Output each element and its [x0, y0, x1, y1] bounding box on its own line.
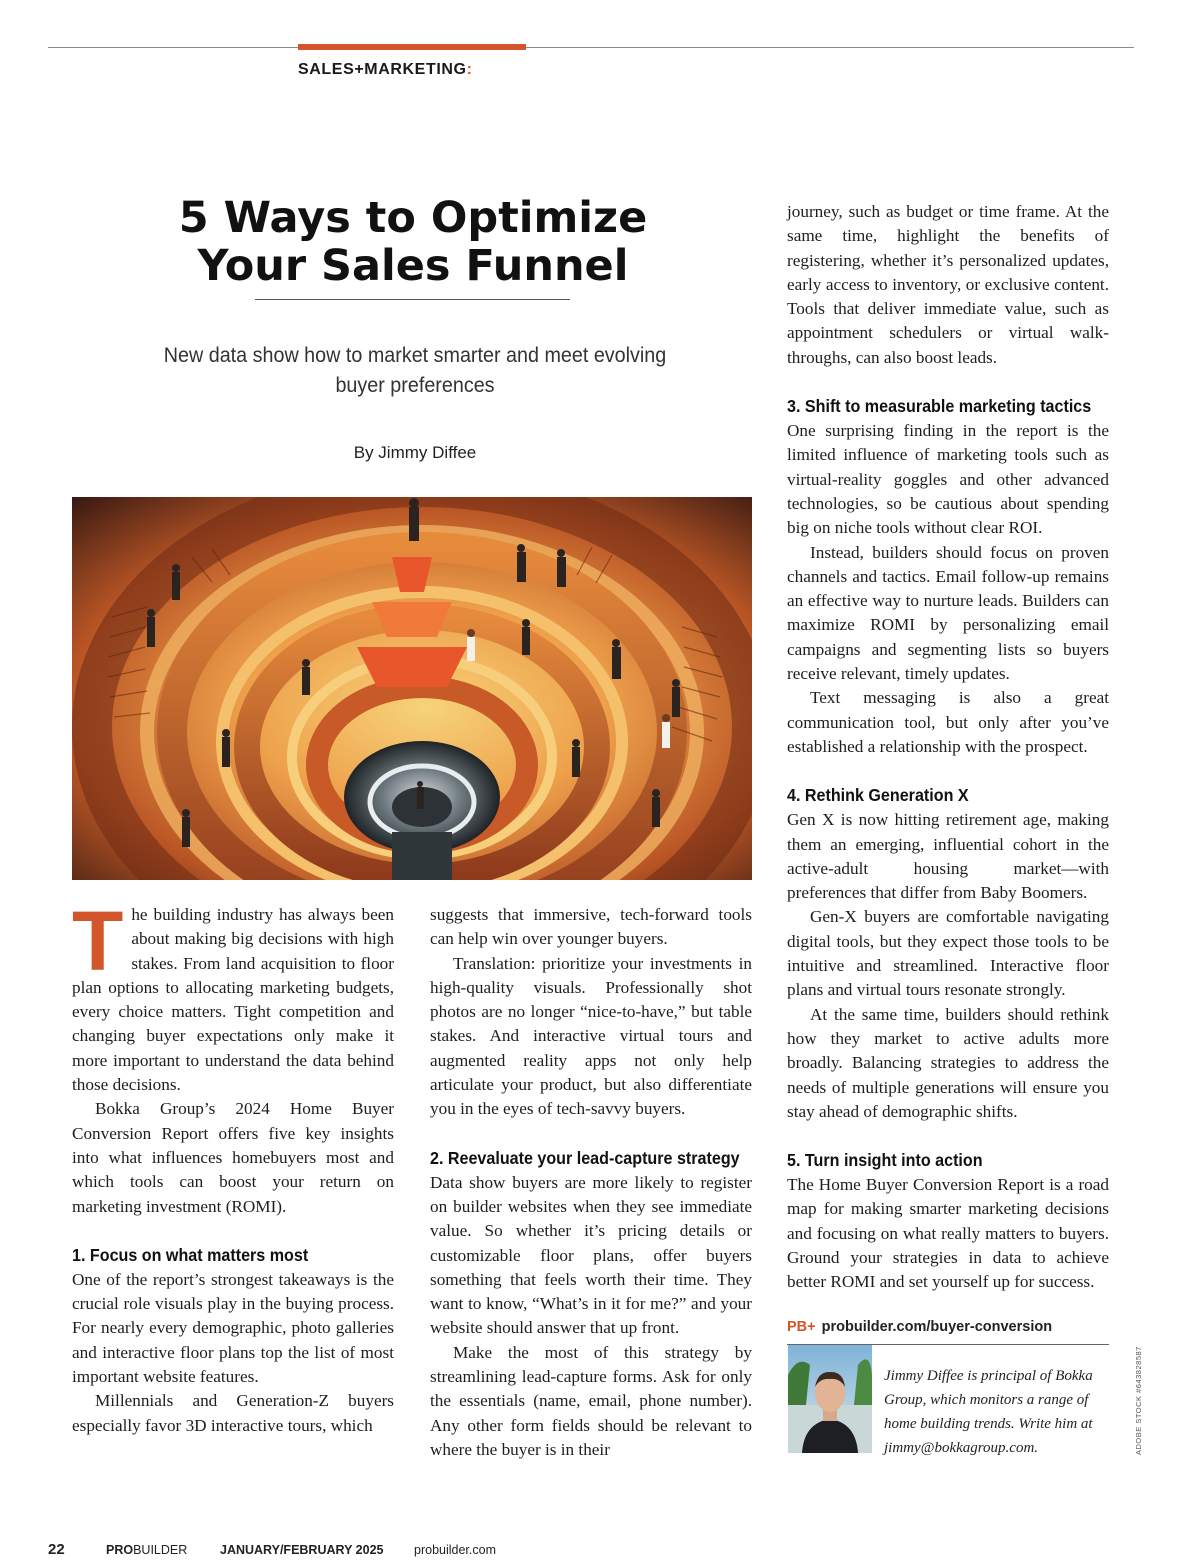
section-4-paragraph-2: Gen-X buyers are comfortable navigating digital tools, but they expect those tools to be intuitive and streamlined. Interactive floor plans and virtual tours resonate strongly.: [787, 907, 1109, 1000]
section-3-heading: 3. Shift to measurable marketing tactics: [787, 396, 1092, 417]
author-bio: Jimmy Diffee is principal of Bokka Group, which monitors a range of home building trends. Write him at jimmy@bokkagroup.com.: [884, 1368, 1093, 1456]
title-rule: [255, 299, 570, 300]
article-deck: New data show how to market smarter and meet evolving buyer preferences: [163, 344, 667, 397]
section-4-heading: 4. Rethink Generation X: [787, 785, 969, 806]
section-1-paragraph-2a: Millennials and Generation-Z buyers especially favor 3D interactive tours, which: [72, 1391, 394, 1435]
section-2-paragraph-1: Data show buyers are more likely to register on builder websites when they see immediate value. So whether it’s pricing details or customizable floor plans, offer buyers something that feels worth their time. They want to know, “What’s in it for me?” and your website should answer that up front.: [430, 1172, 752, 1338]
section-4-paragraph-1: Gen X is now hitting retirement age, making them an emerging, influential cohort in the active-adult housing market—with preferences that differ from Baby Boomers.: [787, 810, 1109, 903]
page-number: 22: [48, 1541, 65, 1558]
section-1-paragraph-3: Translation: prioritize your investments in high-quality visuals. Professionally shot photos are no longer “nice-to-have,” but table stakes. And interactive virtual tours and augmented reality apps not only help articulate your product, but also differentiate you in the eyes of tech-savvy buyers.: [430, 953, 752, 1119]
section-3-paragraph-3: Text messaging is also a great communication tool, but only after you’ve established a relationship with the prospect.: [787, 688, 1109, 756]
funnel-staircase-illustration-icon: [72, 497, 752, 880]
intro-paragraph-1: The building industry has always been about making big decisions with high stakes. From land acquisition to floor plan options to allocating marketing budgets, every choice matters. Tight competition and changing buyer expectations only make it more important to understand the data behind those decisions.: [72, 894, 394, 1095]
hero-illustration: [72, 497, 752, 880]
footer-website[interactable]: probuilder.com: [414, 1543, 496, 1557]
column-1: [72, 894, 394, 1438]
drop-cap: T: [72, 894, 124, 988]
pb-plus-url[interactable]: probuilder.com/buyer-conversion: [821, 1319, 1053, 1335]
section-1-paragraph-1: One of the report’s strongest takeaways is the crucial role visuals play in the buying process. For nearly every demographic, photo galleries and interactive floor plans top the list of most important website features.: [72, 1269, 394, 1387]
section-2-paragraph-2a: Make the most of this strategy by streamlining lead-capture forms. Ask for only the essentials (name, email, phone number). Any other form fields should be relevant to where the buyer is in their: [430, 1342, 752, 1459]
author-photo: [788, 1345, 872, 1453]
article-title-line2: Your Sales Funnel: [197, 241, 629, 291]
section-5-paragraph-1: The Home Buyer Conversion Report is a road map for making smarter marketing decisions and focusing on what really matters to buyers. Ground your strategies in data to achieve better ROMI and set yourself up for success.: [787, 1175, 1109, 1292]
publication-name: PROBUILDER: [106, 1543, 188, 1557]
section-2-paragraph-2b: journey, such as budget or time frame. At the same time, highlight the benefits of registering, whether it’s personalized updates, early access to inventory, or exclusive content. Tools that deliver immediate value, such as appointment schedulers or virtual walk-throughs, can also boost leads.: [787, 202, 1109, 367]
column-2: [430, 903, 752, 1462]
photo-credit: ADOBE STOCK #643828587: [1134, 1346, 1143, 1455]
pb-plus-badge: PB+: [787, 1319, 816, 1335]
section-1-paragraph-2b: suggests that immersive, tech-forward tools can help win over younger buyers.: [430, 905, 752, 949]
intro-paragraph-2: Bokka Group’s 2024 Home Buyer Conversion Report offers five key insights into what influences homebuyers most and which tools can boost your return on marketing investment (ROMI).: [72, 1099, 394, 1216]
top-rule: [48, 47, 1134, 48]
section-1-heading: 1. Focus on what matters most: [72, 1244, 309, 1265]
section-2-heading: 2. Reevaluate your lead-capture strategy: [430, 1147, 740, 1168]
article-title-line1: 5 Ways to Optimize: [178, 193, 648, 243]
pb-plus-link[interactable]: [787, 1319, 1052, 1335]
column-3: [787, 200, 1109, 1295]
byline: By Jimmy Diffee: [353, 443, 477, 462]
section-accent-bar: [298, 44, 526, 50]
section-5-heading: 5. Turn insight into action: [787, 1150, 983, 1171]
section-3-paragraph-2: Instead, builders should focus on proven channels and tactics. Email follow-up remains an effective way to nurture leads. Builders can maximize ROMI by personalizing email campaigns and segmenting lists so buyers receive relevant, timely updates.: [787, 542, 1109, 684]
issue-date: JANUARY/FEBRUARY 2025: [220, 1543, 384, 1557]
section-3-paragraph-1: One surprising finding in the report is the limited influence of marketing tools such as virtual-reality goggles and other advanced technologies, so be cautious about spending big on niche tools without clear ROI.: [787, 421, 1109, 538]
section-4-paragraph-3: At the same time, builders should rethink how they market to active adults more broadly. Balancing strategies to address the needs of multiple generations will ensure you stay ahead of demographic shifts.: [787, 1004, 1109, 1121]
section-label: SALES+MARKETING:: [298, 61, 473, 78]
article-title: [72, 194, 754, 290]
